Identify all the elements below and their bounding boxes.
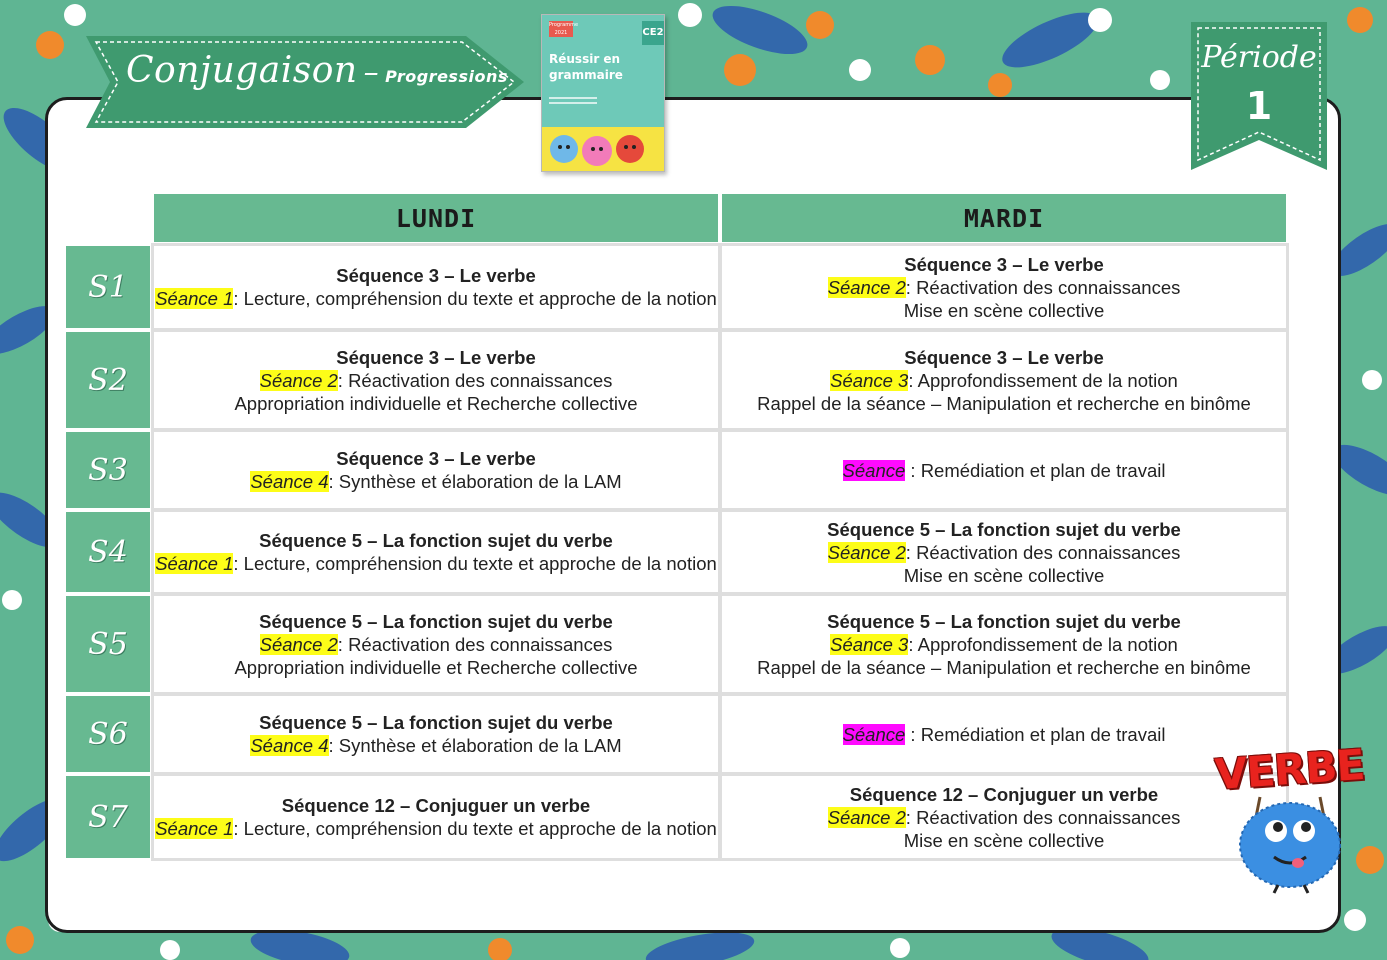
cell-lundi — [154, 512, 718, 592]
seance-line — [260, 370, 613, 391]
seance-badge: Séance 4 — [250, 471, 329, 492]
cell-mardi — [722, 512, 1286, 592]
seance-line — [830, 370, 1178, 391]
table-row — [66, 776, 1286, 858]
table-row — [66, 332, 1286, 428]
title-ribbon — [66, 30, 526, 128]
cell-lundi — [154, 246, 718, 328]
cell-lundi — [154, 332, 718, 428]
seance-extra: Mise en scène collective — [903, 564, 1105, 586]
seance-line — [830, 634, 1178, 655]
seance-badge: Séance 2 — [827, 276, 906, 298]
seance-badge: Séance — [842, 459, 906, 481]
seance-extra: Rappel de la séance – Manipulation et recherche en binôme — [757, 656, 1251, 678]
table-body — [66, 246, 1286, 858]
progression-table — [62, 190, 1290, 862]
table-header-row — [66, 194, 1286, 242]
seance-description: : Réactivation des connaissances — [905, 806, 1181, 828]
cell-mardi — [722, 596, 1286, 692]
seance-description: : Remédiation et plan de travail — [905, 459, 1166, 481]
cell-lundi — [154, 596, 718, 692]
cell-mardi — [722, 696, 1286, 772]
periode-ribbon — [1189, 22, 1329, 170]
week-label: S2 — [66, 332, 150, 428]
seance-badge: Séance 1 — [155, 818, 234, 839]
sequence-title: Séquence 5 – La fonction sujet du verbe — [827, 610, 1181, 632]
seance-line — [155, 818, 717, 839]
seance-extra: Mise en scène collective — [903, 829, 1105, 851]
book-authors-lines — [549, 97, 609, 109]
seance-badge: Séance 3 — [830, 369, 909, 391]
periode-number: 1 — [1245, 84, 1273, 128]
seance-badge: Séance 3 — [830, 633, 909, 655]
week-label: S3 — [66, 432, 150, 508]
seance-description: : Lecture, compréhension du texte et approche de la notion — [233, 818, 717, 839]
cell-lundi — [154, 776, 718, 858]
seance-badge: Séance — [842, 723, 906, 745]
sequence-title: Séquence 5 – La fonction sujet du verbe — [259, 530, 613, 551]
book-cover — [541, 14, 665, 172]
title-text: Conjugaison — [126, 50, 358, 91]
cell-mardi — [722, 776, 1286, 858]
seance-line — [828, 277, 1181, 298]
seance-line — [260, 634, 613, 655]
seance-line — [155, 288, 717, 309]
seance-line — [155, 553, 717, 574]
seance-badge: Séance 2 — [259, 369, 338, 391]
seance-line — [843, 460, 1166, 481]
table-row — [66, 596, 1286, 692]
page-title — [126, 50, 508, 91]
seance-badge: Séance 2 — [259, 633, 338, 655]
sequence-title: Séquence 3 – Le verbe — [904, 253, 1104, 275]
book-badge: Programme 2021 — [549, 22, 579, 36]
sequence-title: Séquence 3 – Le verbe — [904, 346, 1104, 368]
column-header-mardi: MARDI — [722, 194, 1286, 242]
seance-line — [250, 471, 621, 492]
book-title: Réussir en grammaire — [549, 52, 623, 82]
cell-lundi — [154, 696, 718, 772]
sequence-title: Séquence 12 – Conjuguer un verbe — [849, 783, 1159, 805]
seance-line — [828, 807, 1181, 828]
column-header-lundi: LUNDI — [154, 194, 718, 242]
week-label: S7 — [66, 776, 150, 858]
seance-badge: Séance 1 — [155, 553, 234, 574]
book-illustration — [542, 127, 664, 171]
seance-description: : Lecture, compréhension du texte et approche de la notion — [233, 553, 717, 574]
table-row — [66, 512, 1286, 592]
title-separator: – — [363, 55, 380, 90]
page-subtitle: Progressions — [385, 67, 508, 86]
sequence-title: Séquence 3 – Le verbe — [336, 346, 536, 368]
seance-description: : Approfondissement de la notion — [908, 369, 1178, 391]
seance-description: : Synthèse et élaboration de la LAM — [328, 471, 622, 492]
seance-description: : Réactivation des connaissances — [337, 633, 613, 655]
verbe-mascot — [1212, 739, 1367, 895]
sequence-title: Séquence 5 – La fonction sujet du verbe — [827, 518, 1181, 540]
book-level: CE2 — [642, 21, 664, 45]
cell-lundi — [154, 432, 718, 508]
seance-extra: Appropriation individuelle et Recherche collective — [234, 656, 638, 678]
seance-description: : Réactivation des connaissances — [905, 276, 1181, 298]
sequence-title: Séquence 5 – La fonction sujet du verbe — [259, 712, 613, 733]
table-corner — [66, 194, 150, 242]
monster-icon — [1212, 745, 1367, 895]
seance-badge: Séance 2 — [827, 541, 906, 563]
sequence-title: Séquence 5 – La fonction sujet du verbe — [259, 610, 613, 632]
periode-label: Période — [1201, 40, 1317, 75]
seance-badge: Séance 2 — [827, 806, 906, 828]
table-row — [66, 246, 1286, 328]
seance-line — [843, 724, 1166, 745]
seance-line — [250, 735, 621, 756]
cell-mardi — [722, 332, 1286, 428]
week-label: S6 — [66, 696, 150, 772]
seance-badge: Séance 1 — [155, 288, 234, 309]
seance-description: : Réactivation des connaissances — [337, 369, 613, 391]
seance-description: : Réactivation des connaissances — [905, 541, 1181, 563]
table-row — [66, 696, 1286, 772]
seance-description: : Remédiation et plan de travail — [905, 723, 1166, 745]
cell-mardi — [722, 432, 1286, 508]
seance-description: : Synthèse et élaboration de la LAM — [328, 735, 622, 756]
table-row — [66, 432, 1286, 508]
seance-extra: Appropriation individuelle et Recherche collective — [234, 392, 638, 414]
seance-badge: Séance 4 — [250, 735, 329, 756]
seance-extra: Rappel de la séance – Manipulation et recherche en binôme — [757, 392, 1251, 414]
seance-description: : Lecture, compréhension du texte et approche de la notion — [233, 288, 717, 309]
mascot-word: VERBE — [1213, 739, 1366, 800]
seance-extra: Mise en scène collective — [903, 299, 1105, 321]
sequence-title: Séquence 3 – Le verbe — [336, 448, 536, 469]
week-label: S4 — [66, 512, 150, 592]
seance-description: : Approfondissement de la notion — [908, 633, 1178, 655]
sequence-title: Séquence 3 – Le verbe — [336, 265, 536, 286]
book-characters-icon — [542, 127, 664, 171]
seance-line — [828, 542, 1181, 563]
week-label: S5 — [66, 596, 150, 692]
cell-mardi — [722, 246, 1286, 328]
sequence-title: Séquence 12 – Conjuguer un verbe — [281, 795, 591, 816]
week-label: S1 — [66, 246, 150, 328]
